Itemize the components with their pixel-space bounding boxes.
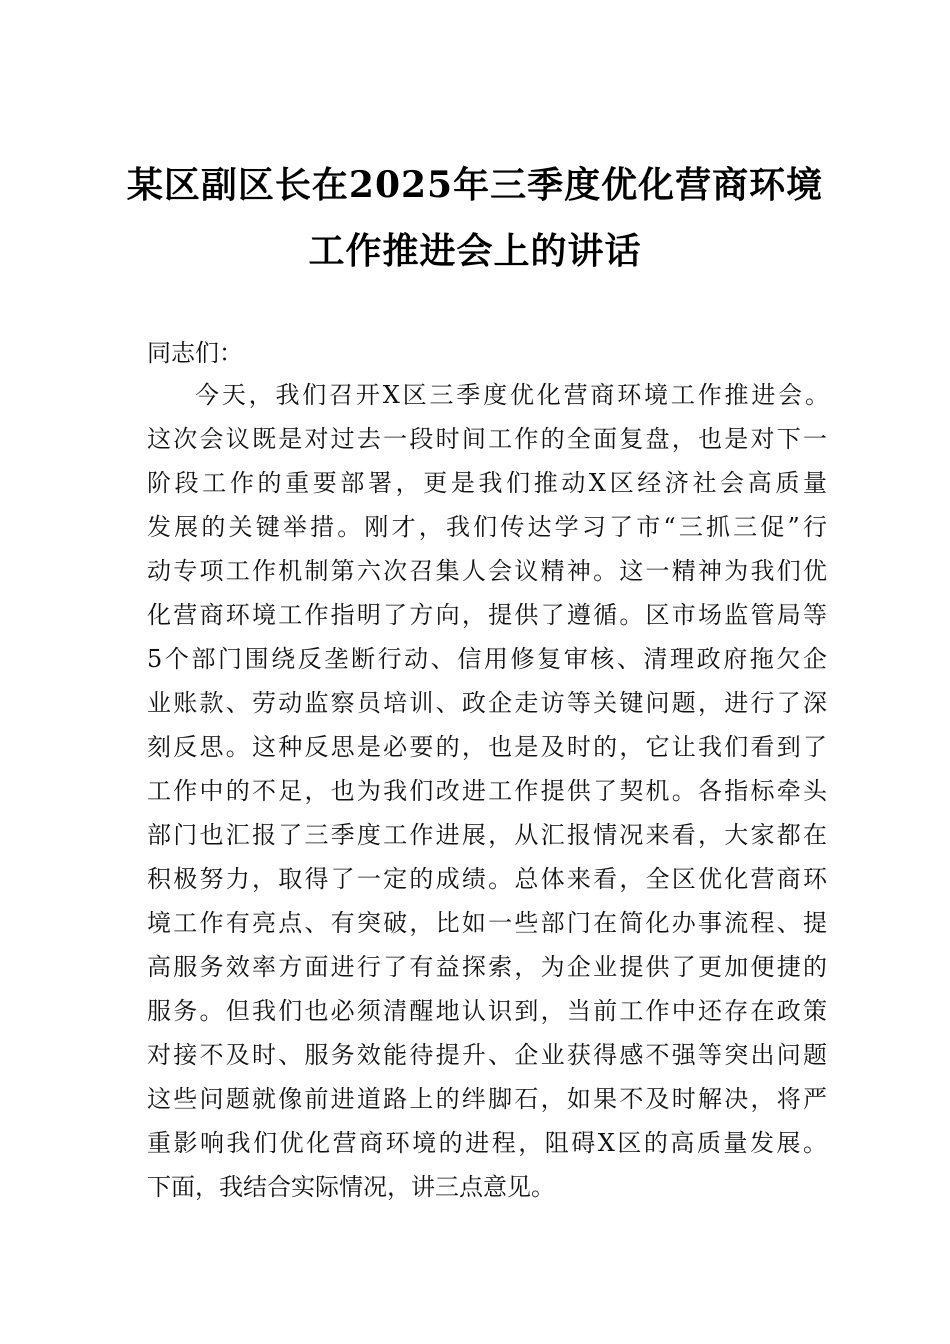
body-line: 动专项工作机制第六次召集人会议精神。这一精神为我们优	[147, 557, 827, 585]
body-line: 这次会议既是对过去一段时间工作的全面复盘，也是对下一	[147, 425, 827, 453]
body-line: 业账款、劳动监察员培训、政企走访等关键问题，进行了深	[147, 689, 827, 717]
body-line: 境工作有亮点、有突破，比如一些部门在简化办事流程、提	[147, 909, 827, 937]
body-line: 工作中的不足，也为我们改进工作提供了契机。各指标牵头	[147, 777, 827, 805]
body-line: 今天，我们召开X区三季度优化营商环境工作推进会。	[195, 381, 829, 409]
body-line: 阶段工作的重要部署，更是我们推动X区经济社会高质量	[147, 469, 827, 497]
document-title-line-2: 工作推进会上的讲话	[308, 230, 642, 272]
salutation: 同志们：	[147, 339, 243, 367]
body-line: 积极努力，取得了一定的成绩。总体来看，全区优化营商环	[147, 865, 827, 893]
body-line: 服务。但我们也必须清醒地认识到，当前工作中还存在政策	[147, 997, 827, 1025]
body-line: 刻反思。这种反思是必要的，也是及时的，它让我们看到了	[147, 733, 827, 761]
body-line: 部门也汇报了三季度工作进展，从汇报情况来看，大家都在	[147, 821, 827, 849]
body-line: 重影响我们优化营商环境的进程，阻碍X区的高质量发展。	[147, 1129, 827, 1157]
body-line: 化营商环境工作指明了方向，提供了遵循。区市场监管局等	[147, 601, 827, 629]
body-line: 5个部门围绕反垄断行动、信用修复审核、清理政府拖欠企	[147, 645, 827, 673]
body-line: 发展的关键举措。刚才，我们传达学习了市“三抓三促”行	[147, 513, 827, 541]
body-line: 这些问题就像前进道路上的绊脚石，如果不及时解决，将严	[147, 1085, 827, 1113]
document-title-line-1: 某区副区长在2025年三季度优化营商环境	[126, 164, 824, 206]
body-line: 下面，我结合实际情况，讲三点意见。	[147, 1173, 555, 1201]
body-line: 高服务效率方面进行了有益探索，为企业提供了更加便捷的	[147, 953, 827, 981]
body-line: 对接不及时、服务效能待提升、企业获得感不强等突出问题	[147, 1041, 827, 1069]
